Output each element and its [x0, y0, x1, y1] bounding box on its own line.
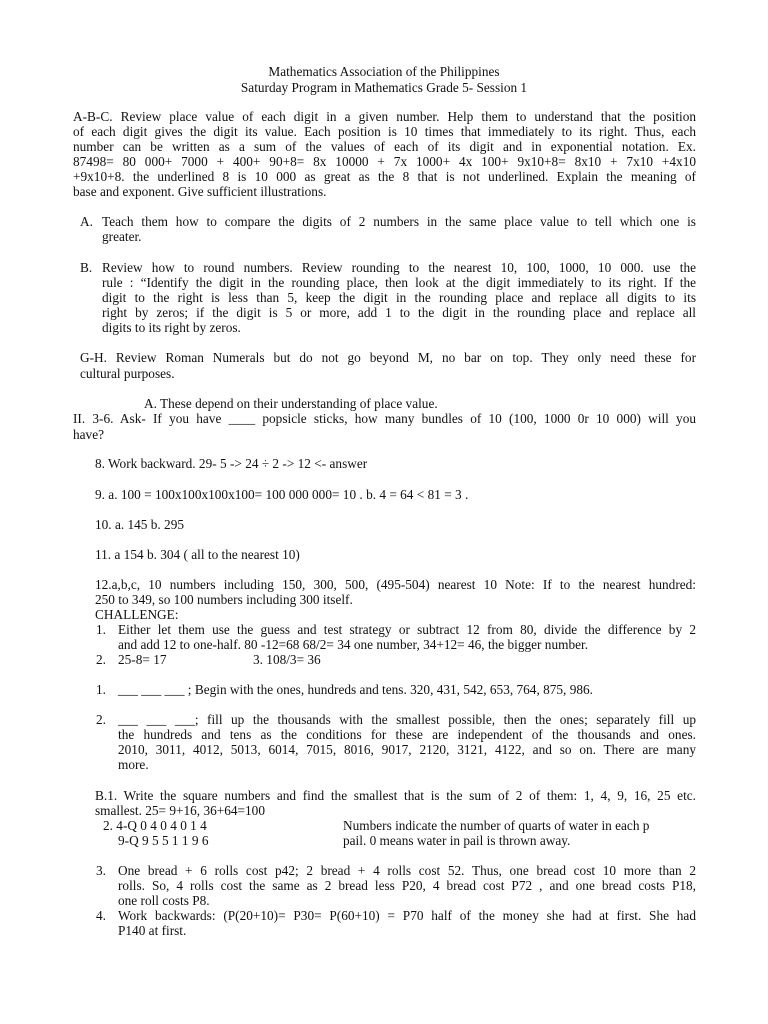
b1-line: B.1. Write the square numbers and find the smallest that is the sum of 2 of them: 1, 4, 9, 16, 25 etc.	[95, 788, 696, 803]
intro-line: number can be written as a sum of the values of each of its digit and in exponential notation. Ex.	[73, 139, 696, 154]
q12-line: 250 to 349, so 100 numbers including 300 itself.	[95, 592, 353, 607]
puzzle-2-line: the hundreds and tens as the conditions for these are independent of the thousands and ones.	[118, 727, 696, 742]
puzzle-1-line: ___ ___ ___ ; Begin with the ones, hundreds and tens. 320, 431, 542, 653, 764, 875, 986.	[118, 682, 593, 697]
challenge-1-line: Either let them use the guess and test strategy or subtract 12 from 80, divide the difference by 2	[118, 622, 696, 637]
q2-row-9q: 9-Q 9 5 5 1 1 9 6	[118, 833, 209, 848]
item-a-label: A.	[80, 214, 93, 229]
q11-line: 11. a 154 b. 304 ( all to the nearest 10)	[95, 547, 300, 562]
puzzle-2-label: 2.	[96, 712, 106, 727]
q9-line: 9. a. 100 = 100x100x100x100= 100 000 000= 10 . b. 4 = 64 < 81 = 3 .	[95, 487, 469, 502]
intro-line: +9x10+8. the underlined 8 is 10 000 as great as the 8 that is not underlined. Explain the meaning of	[73, 169, 696, 184]
q2-note-line: Numbers indicate the number of quarts of water in each p	[343, 818, 650, 833]
challenge-2-line: 25-8= 17	[118, 652, 167, 667]
ii-line: II. 3-6. Ask- If you have ____ popsicle sticks, how many bundles of 10 (100, 1000 0r 10 000) will you	[73, 411, 696, 426]
challenge-2-label: 2.	[96, 652, 106, 667]
q10-line: 10. a. 145 b. 295	[95, 517, 185, 532]
final-4-line: P140 at first.	[118, 923, 187, 938]
intro-line: of each digit gives the digit its value. Each position is 10 times that immediately to its right. Thus, each	[73, 124, 696, 139]
q12-line: 12.a,b,c, 10 numbers including 150, 300, 500, (495-504) nearest 10 Note: If to the nearest hundred:	[95, 577, 696, 592]
gh-line: cultural purposes.	[80, 366, 175, 381]
intro-line: 87498= 80 000+ 7000 + 400+ 90+8= 8x 10000 + 7x 1000+ 4x 100+ 9x10+8= 8x10 + 7x10 +4x10	[73, 154, 696, 169]
item-b-line: right by zeros; if the digit is 5 or more, add 1 to the digit in the rounding place and replace all	[102, 305, 696, 320]
challenge-3-line: 3. 108/3= 36	[253, 652, 321, 667]
header-subtitle: Saturday Program in Mathematics Grade 5- Session 1	[240, 80, 528, 95]
puzzle-1-label: 1.	[96, 682, 106, 697]
gh-line: G-H. Review Roman Numerals but do not go beyond M, no bar on top. They only need these for	[80, 350, 696, 365]
challenge-1-line: and add 12 to one-half. 80 -12=68 68/2= 34 one number, 34+12= 46, the bigger number.	[118, 637, 589, 652]
final-4-label: 4.	[96, 908, 106, 923]
item-b-line: digits to its right by zeros.	[102, 320, 241, 335]
item-b-line: Review how to round numbers. Review rounding to the nearest 10, 100, 1000, 10 000. use the	[102, 260, 696, 275]
item-b-line: rule : “Identify the digit in the rounding place, then look at the digit immediately to its right. If the	[102, 275, 696, 290]
puzzle-2-line: ___ ___ ___; fill up the thousands with the smallest possible, then the ones; separately fill up	[118, 712, 696, 727]
q8-line: 8. Work backward. 29- 5 -> 24 ÷ 2 -> 12 <- answer	[95, 456, 368, 471]
q2-note-line: pail. 0 means water in pail is thrown away.	[343, 833, 571, 848]
b1-line: smallest. 25= 9+16, 36+64=100	[95, 803, 265, 818]
intro-line: base and exponent. Give sufficient illustrations.	[73, 184, 327, 199]
final-3-label: 3.	[96, 863, 106, 878]
item-a-line: greater.	[102, 229, 142, 244]
q2-row-4q: 2. 4-Q 0 4 0 4 0 1 4	[103, 818, 207, 833]
intro-line: A-B-C. Review place value of each digit in a given number. Help them to understand that the position	[73, 109, 696, 124]
challenge-1-label: 1.	[96, 622, 106, 637]
final-3-line: One bread + 6 rolls cost p42; 2 bread + 4 rolls cost 52. Thus, one bread cost 10 more than 2	[118, 863, 696, 878]
final-4-line: Work backwards: (P(20+10)= P30= P(60+10) = P70 half of the money she had at first. She had	[118, 908, 696, 923]
item-a-line: Teach them how to compare the digits of 2 numbers in the same place value to tell which one is	[102, 214, 696, 229]
challenge-title: CHALLENGE:	[95, 607, 179, 622]
ii-line: have?	[73, 427, 105, 442]
item-b-label: B.	[80, 260, 93, 275]
header-title: Mathematics Association of the Philippines	[268, 64, 500, 79]
puzzle-2-line: more.	[118, 757, 149, 772]
item-b-line: digit to the right is less than 5, keep the digit in the rounding place and replace all digits to its	[102, 290, 696, 305]
sub-a-line: A. These depend on their understanding of place value.	[144, 396, 438, 411]
final-3-line: rolls. So, 4 rolls cost the same as 2 bread less P20, 4 bread cost P72 , and one bread costs P18,	[118, 878, 696, 893]
final-3-line: one roll costs P8.	[118, 893, 210, 908]
puzzle-2-line: 2010, 3011, 4012, 5013, 6014, 7015, 8016, 9017, 2120, 3121, 4122, and so on. There are many	[118, 742, 696, 757]
